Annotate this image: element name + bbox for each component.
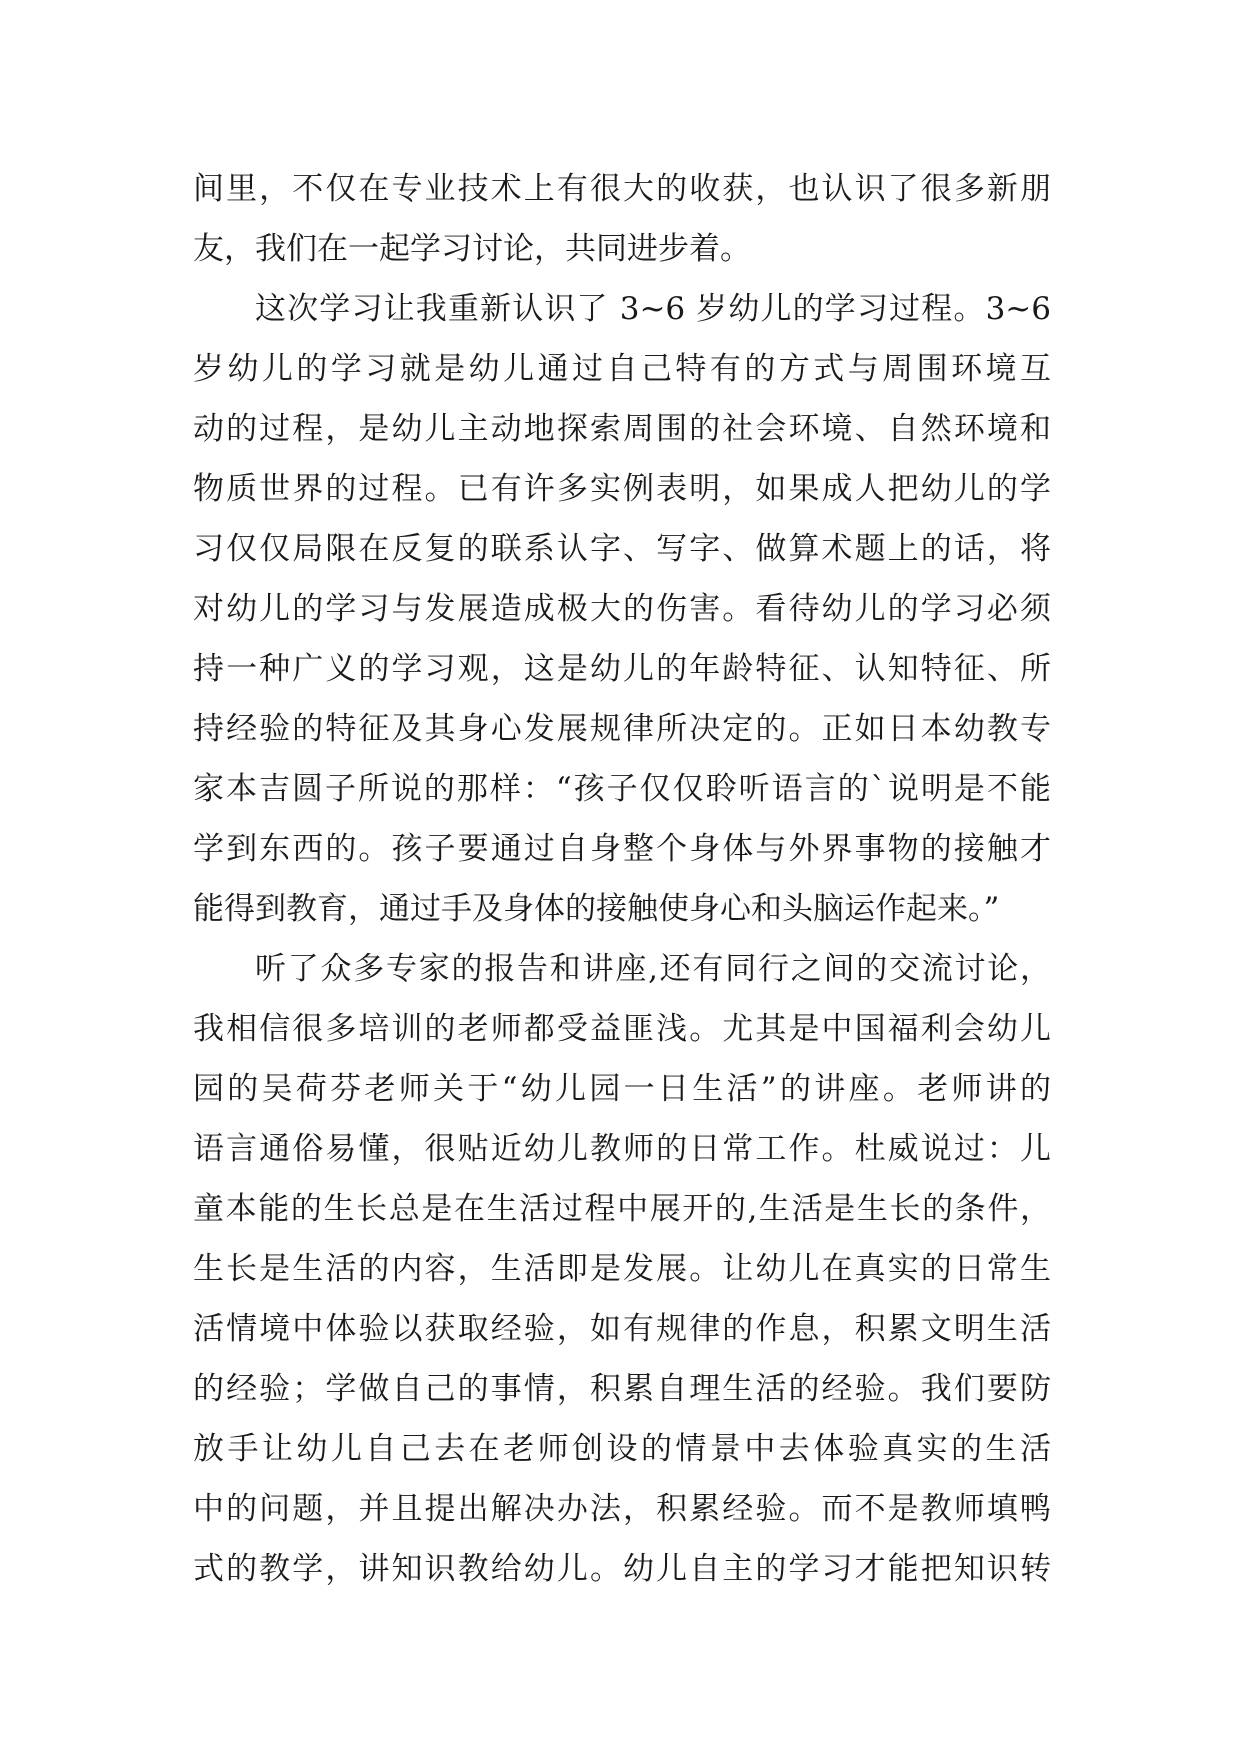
text-line: 放手让幼儿自己去在老师创设的情景中去体验真实的生活 — [193, 1431, 1051, 1467]
body-text — [193, 159, 1051, 1599]
text-line: 动的过程，是幼儿主动地探索周围的社会环境、自然环境和 — [193, 411, 1051, 447]
text-line: 园的吴荷芬老师关于“幼儿园一日生活”的讲座。老师讲的 — [193, 1071, 1051, 1107]
text-line: 习仅仅局限在反复的联系认字、写字、做算术题上的话，将 — [193, 531, 1051, 567]
text-line: 间里，不仅在专业技术上有很大的收获，也认识了很多新朋 — [193, 171, 1051, 207]
text-line: 对幼儿的学习与发展造成极大的伤害。看待幼儿的学习必须 — [193, 591, 1051, 627]
text-line: 这次学习让我重新认识了 3~6 岁幼儿的学习过程。3~6 — [255, 291, 1051, 327]
text-line: 持一种广义的学习观，这是幼儿的年龄特征、认知特征、所 — [193, 651, 1051, 687]
text-line: 物质世界的过程。已有许多实例表明，如果成人把幼儿的学 — [193, 471, 1051, 507]
text-line: 童本能的生长总是在生活过程中展开的,生活是生长的条件， — [193, 1191, 1051, 1227]
text-line: 我相信很多培训的老师都受益匪浅。尤其是中国福利会幼儿 — [193, 1011, 1051, 1047]
text-line: 家本吉圆子所说的那样：“孩子仅仅聆听语言的`说明是不能 — [193, 771, 1051, 807]
text-line: 持经验的特征及其身心发展规律所决定的。正如日本幼教专 — [193, 711, 1051, 747]
text-line: 友，我们在一起学习讨论，共同进步着。 — [193, 231, 751, 267]
text-line: 学到东西的。孩子要通过自身整个身体与外界事物的接触才 — [193, 831, 1051, 867]
text-line: 岁幼儿的学习就是幼儿通过自己特有的方式与周围环境互 — [193, 351, 1051, 387]
text-line: 活情境中体验以获取经验，如有规律的作息，积累文明生活 — [193, 1311, 1051, 1347]
text-line: 中的问题，并且提出解决办法，积累经验。而不是教师填鸭 — [193, 1491, 1051, 1527]
text-line: 语言通俗易懂，很贴近幼儿教师的日常工作。杜威说过：儿 — [193, 1131, 1051, 1167]
text-line: 生长是生活的内容，生活即是发展。让幼儿在真实的日常生 — [193, 1251, 1051, 1287]
text-line: 式的教学，讲知识教给幼儿。幼儿自主的学习才能把知识转 — [193, 1551, 1051, 1587]
text-line: 的经验；学做自己的事情，积累自理生活的经验。我们要防 — [193, 1371, 1051, 1407]
text-line: 听了众多专家的报告和讲座,还有同行之间的交流讨论， — [255, 951, 1051, 987]
text-line: 能得到教育，通过手及身体的接触使身心和头脑运作起来。” — [193, 891, 1000, 927]
